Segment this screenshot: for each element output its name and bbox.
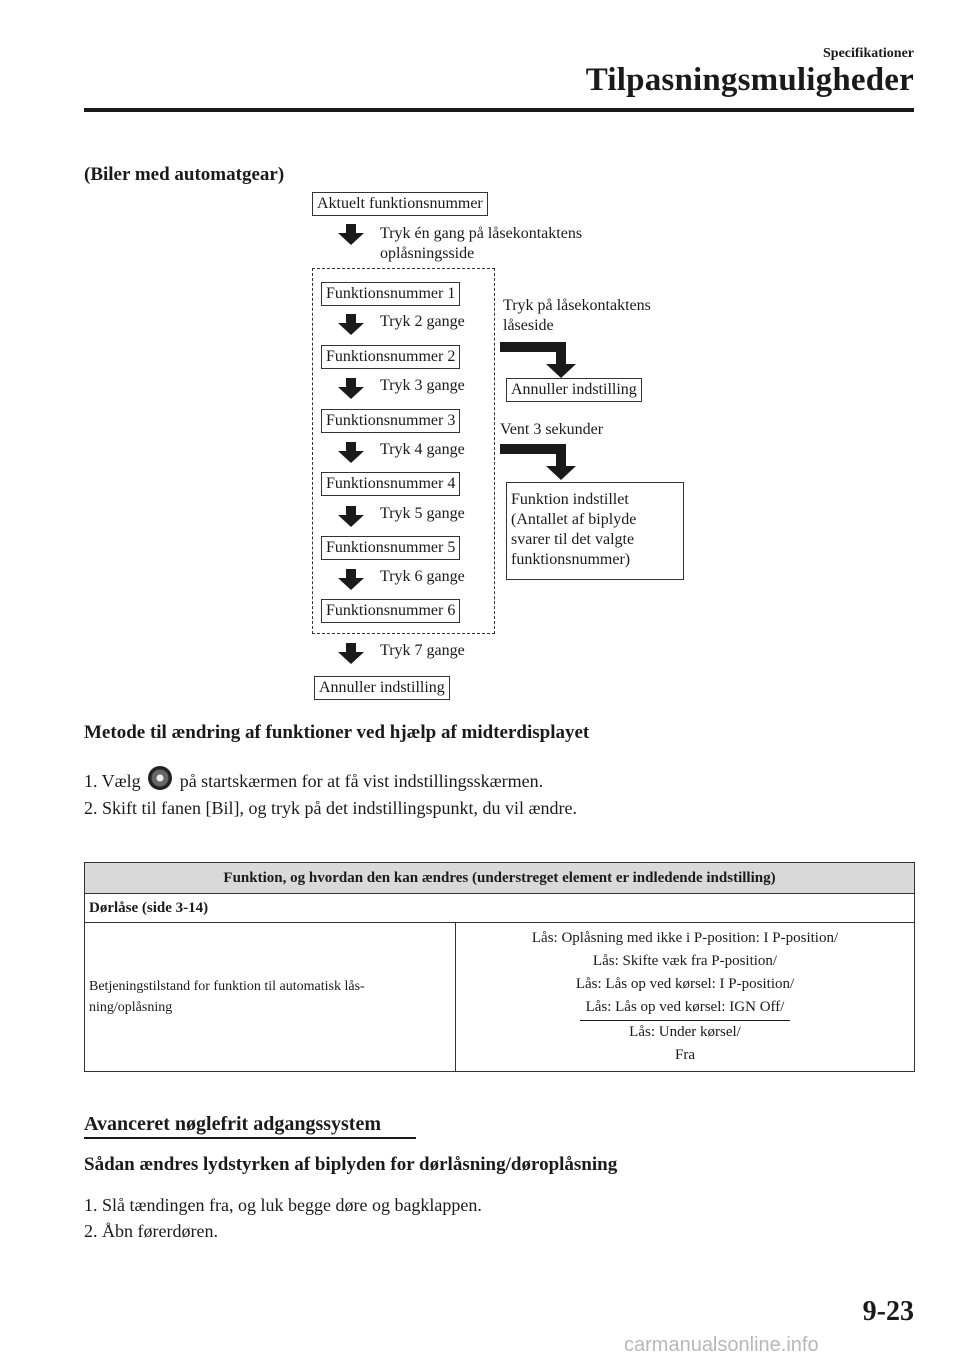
function-box-5: Funktionsnummer 5 [321,536,460,560]
first-press-line-1: Tryk én gang på låsekontaktens [380,225,583,242]
page-number: 9-23 [862,1296,914,1327]
function-box-1: Funktionsnummer 1 [321,282,460,306]
current-function-box: Aktuelt funktionsnummer [312,192,488,216]
press-note-6: Tryk 6 gange [380,568,465,585]
function-box-4: Funktionsnummer 4 [321,472,460,496]
option-6: Fra [675,1047,695,1063]
step-1-prefix: 1. Vælg [84,771,141,791]
first-press-note [380,224,582,264]
table-row-options [456,923,915,1072]
watermark: carmanualsonline.info [624,1334,819,1356]
step-1-suffix: på startskærmen for at få vist indstillingsskærmen. [179,771,544,791]
method-step-1 [84,766,543,795]
cancel-setting-box-bottom: Annuller indstilling [314,676,450,700]
keyless-subheading: Sådan ændres lydstyrken af biplyden for dørlåsning/døroplåsning [84,1154,618,1175]
press-note-7: Tryk 7 gange [380,642,465,659]
function-box-2: Funktionsnummer 2 [321,345,460,369]
method-heading: Metode til ændring af funktioner ved hjælp af midterdisplayet [84,722,590,743]
lock-press-line-2: låseside [503,317,554,334]
keyless-step-2: 2. Åbn førerdøren. [84,1221,218,1241]
method-step-2: 2. Skift til fanen [Bil], og tryk på det indstillingspunkt, du vil ændre. [84,798,577,818]
cancel-setting-box: Annuller indstilling [506,378,642,402]
function-set-line-4: funktionsnummer) [511,551,631,568]
row-label-line-2: ning/oplåsning [89,1000,173,1015]
function-set-box [506,482,684,580]
settings-gear-icon [148,766,172,790]
function-set-line-3: svarer til det valgte [511,531,635,548]
first-press-line-2: oplåsningsside [380,245,475,262]
keyless-heading-rule [84,1137,416,1139]
press-note-4: Tryk 4 gange [380,441,465,458]
bent-arrow-icon [500,444,576,480]
table-header: Funktion, og hvordan den kan ændres (understreget element er indledende indstilling) [85,863,915,894]
row-label-line-1: Betjeningstilstand for funktion til automatisk lås- [89,979,365,994]
function-set-line-1: Funktion indstillet [511,491,629,508]
lock-press-line-1: Tryk på låsekontaktens [503,297,651,314]
lock-press-note [503,296,651,336]
press-note-2: Tryk 2 gange [380,313,465,330]
diagram-heading: (Biler med automatgear) [84,164,285,185]
down-arrow-icon [338,643,364,664]
option-3: Lås: Lås op ved kørsel: I P-position/ [575,976,795,992]
function-box-6: Funktionsnummer 6 [321,599,460,623]
function-box-3: Funktionsnummer 3 [321,409,460,433]
keyless-step-1: 1. Slå tændingen fra, og luk begge døre og bagklappen. [84,1195,482,1215]
option-5: Lås: Under kørsel/ [629,1024,741,1040]
bent-arrow-icon [500,342,576,378]
option-4-default: Lås: Lås op ved kørsel: IGN Off/ [580,996,791,1021]
option-1: Lås: Oplåsning med ikke i P-position: I P-position/ [531,930,839,946]
keyless-heading: Avanceret nøglefrit adgangssystem [84,1113,381,1135]
down-arrow-icon [338,224,364,245]
option-2: Lås: Skifte væk fra P-position/ [592,953,778,969]
header-section: Specifikationer [823,46,914,61]
table-section-row: Dørlåse (side 3-14) [85,894,915,923]
table-row-label [85,923,456,1072]
page-title: Tilpasningsmuligheder [585,62,914,98]
function-set-line-2: (Antallet af biplyde [511,511,637,528]
wait-note: Vent 3 sekunder [500,421,604,438]
settings-table [84,862,915,1072]
press-note-3: Tryk 3 gange [380,377,465,394]
press-note-5: Tryk 5 gange [380,505,465,522]
